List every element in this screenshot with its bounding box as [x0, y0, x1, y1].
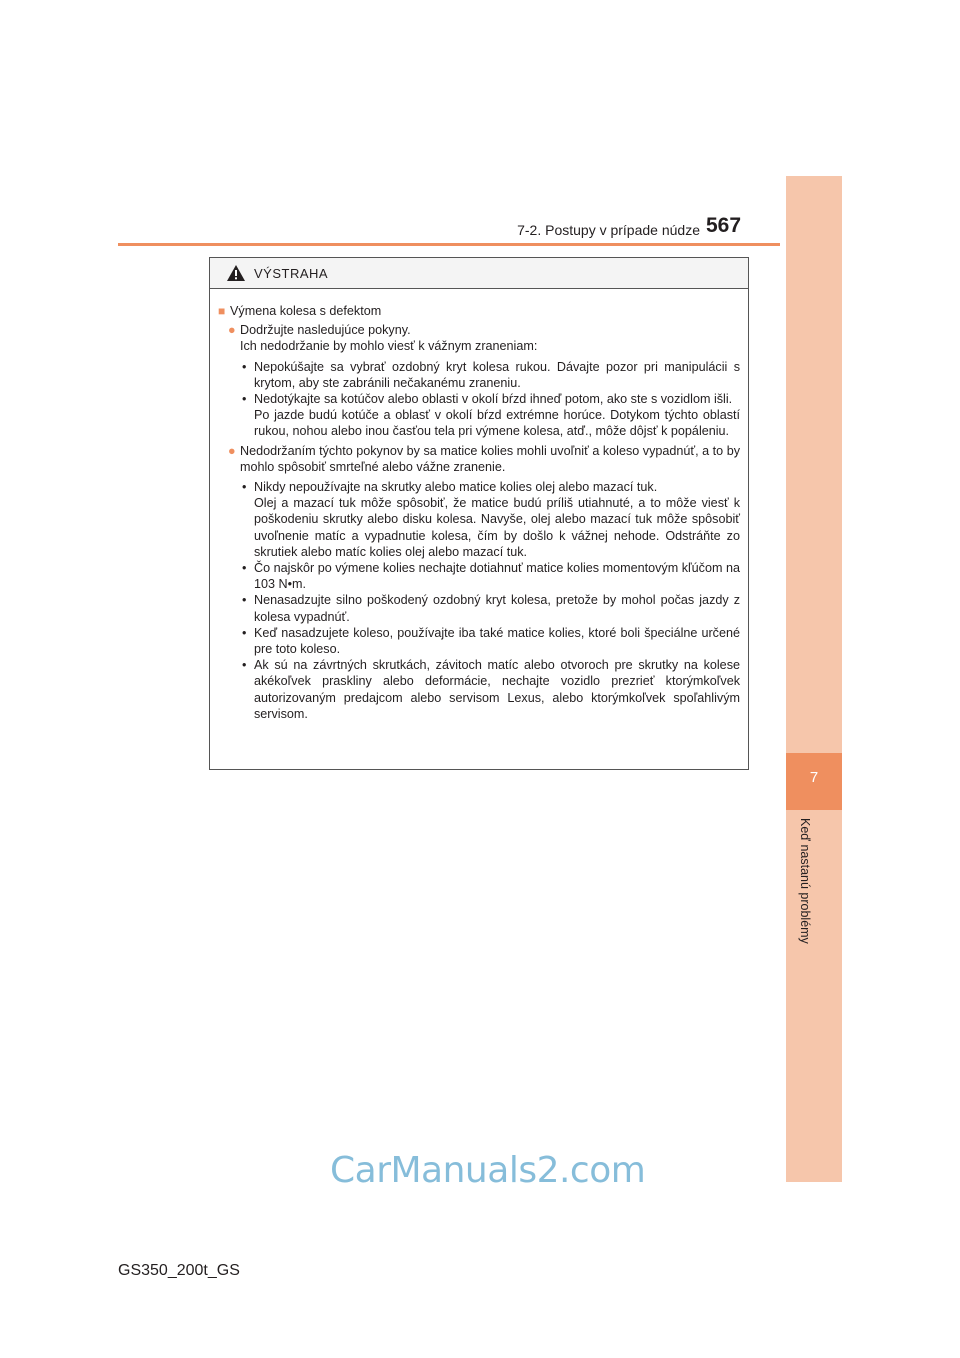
- sub-bullet-icon: •: [242, 359, 247, 374]
- chapter-title: Keď nastanú problémy: [798, 818, 812, 944]
- chapter-number: 7: [809, 769, 819, 786]
- sub-list-item: [242, 560, 740, 592]
- heading-text: Výmena kolesa s defektom: [230, 304, 382, 318]
- list-item: [228, 443, 740, 475]
- sub-item-text: Nenasadzujte silno poškodený ozdobný kryt kolesa, pretože by mohol počas jazdy z kolesa vypadnúť.: [254, 593, 740, 624]
- footer-model: GS350_200t_GS: [118, 1262, 240, 1279]
- sub-item-text: Čo najskôr po výmene kolies nechajte dotiahnuť matice kolies momentovým kľúčom na 103 N•m.: [254, 561, 740, 592]
- square-bullet-icon: ■: [218, 304, 226, 318]
- sub-bullet-icon: •: [242, 561, 247, 576]
- sub-list: [242, 359, 740, 440]
- section-heading: [218, 303, 740, 319]
- sub-bullet-icon: •: [242, 658, 247, 673]
- dot-bullet-icon: ●: [228, 323, 236, 338]
- warning-triangle-icon: [226, 264, 246, 282]
- list-item: [228, 322, 740, 354]
- sub-list-item: [242, 479, 740, 560]
- sub-list-item: [242, 359, 740, 391]
- sub-bullet-icon: •: [242, 480, 247, 495]
- warning-header: [210, 258, 748, 289]
- page-number: 567: [706, 214, 742, 237]
- warning-title: VÝSTRAHA: [254, 265, 329, 281]
- section-title: 7-2. Postupy v prípade núdze: [517, 222, 700, 238]
- sub-item-text: Nepokúšajte sa vybrať ozdobný kryt kolesa rukou. Dávajte pozor pri manipulácii s krytom, aby ste zabránili nečakanému zraneniu.: [254, 359, 740, 390]
- sub-bullet-icon: •: [242, 593, 247, 608]
- warning-box: [209, 257, 749, 770]
- sub-bullet-icon: •: [242, 392, 247, 407]
- sub-item-text: Keď nasadzujete koleso, používajte iba také matice kolies, ktoré boli špeciálne určené pre toto koleso.: [254, 625, 740, 657]
- item-text: Dodržujte nasledujúce pokyny. Ich nedodržanie by mohlo viesť k vážnym zraneniam:: [240, 323, 538, 354]
- sub-list-item: [242, 657, 740, 722]
- chapter-side-tab: [786, 176, 842, 1182]
- sub-list-item: [242, 391, 740, 440]
- sub-list-item: [242, 625, 740, 657]
- sub-item-text: Nikdy nepoužívajte na skrutky alebo matice kolies olej alebo mazací tuk. Olej a mazací tuk môže spôsobiť, že matice budú príliš utiahnuté, a to môže viesť k poškodeniu skrutky alebo disku kolesa. Navyše, olej alebo mazací tuk môže spôsobiť uvoľnenie matíc a vypadnutie kolesa, čím by došlo k vážnej nehode. Odstráňte zo skrutiek alebo matíc kolies olej alebo mazací tuk.: [254, 480, 740, 559]
- sub-item-text: Nedotýkajte sa kotúčov alebo oblasti v okolí bŕzd ihneď potom, ako ste s vozidlom išli. Po jazde budú kotúče a oblasť v okolí bŕzd extrémne horúce. Dotykom týchto oblastí rukou, nohou alebo inou časťou tela pri výmene kolesa, atď., môže dôjsť k popáleniu.: [254, 392, 740, 439]
- warning-content: [210, 289, 748, 722]
- sub-list-item: [242, 592, 740, 624]
- warning-items: [218, 322, 740, 722]
- sub-list: [242, 479, 740, 722]
- sub-item-text: Ak sú na závrtných skrutkách, závitoch matíc alebo otvoroch pre skrutky na kolese akékoľvek praskliny alebo deformácie, nechajte vozidlo prezrieť ktorýmkoľvek autorizovaným predajcom alebo servisom Lexus, alebo ktorýmkoľvek spoľahlivým servisom.: [254, 658, 740, 721]
- dot-bullet-icon: ●: [228, 443, 236, 458]
- item-text: Nedodržaním týchto pokynov by sa matice kolies mohli uvoľniť a koleso vypadnúť, a to by mohlo spôsobiť smrteľné alebo vážne zranenie.: [240, 443, 740, 474]
- header-rule: [118, 243, 780, 246]
- watermark: CarManuals2.com: [330, 1150, 646, 1191]
- sub-bullet-icon: •: [242, 625, 247, 640]
